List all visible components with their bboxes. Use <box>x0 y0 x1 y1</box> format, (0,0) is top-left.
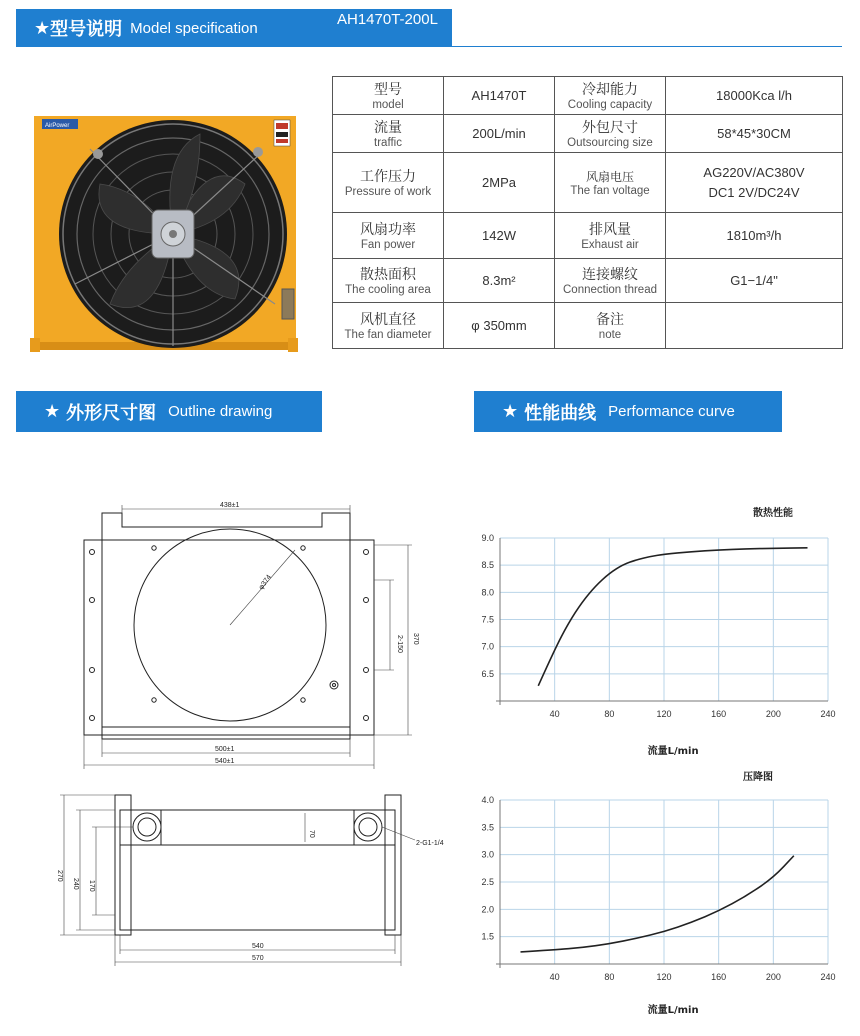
header-title-en: Outline drawing <box>168 403 273 420</box>
spec-label: 流量 traffic <box>333 115 444 153</box>
spec-label: 排风量 Exhaust air <box>555 213 666 259</box>
y-tick-label: 6.5 <box>481 668 494 679</box>
spec-label: 散热面积 The cooling area <box>333 259 444 303</box>
y-tick-label: 7.0 <box>481 641 494 652</box>
header-title-en: Model specification <box>130 19 258 37</box>
series-line <box>538 548 807 686</box>
product-photo <box>30 114 316 354</box>
dim-side-h3: 170 <box>88 880 95 892</box>
spec-table <box>332 76 843 349</box>
spec-value: 18000Kca l/h <box>666 77 843 115</box>
spec-label: 工作压力 Pressure of work <box>333 153 444 213</box>
header-title-en: Performance curve <box>608 403 735 420</box>
x-tick-label: 240 <box>820 709 836 719</box>
header-star: ★ <box>44 401 61 422</box>
spec-row <box>333 153 843 213</box>
y-tick-label: 8.5 <box>481 560 494 571</box>
y-tick-label: 1.5 <box>481 931 494 942</box>
header-title-cn: 外形尺寸图 <box>66 402 157 424</box>
spec-row <box>333 115 843 153</box>
dim-side-w2: 570 <box>252 955 264 962</box>
connection-port <box>282 289 294 319</box>
spec-value: AG220V/AC380V DC1 2V/DC24V <box>666 153 843 213</box>
spec-row <box>333 303 843 349</box>
dim-port-gap: 70 <box>308 830 315 838</box>
spec-label: 备注 note <box>555 303 666 349</box>
performance-curve-header <box>474 391 782 432</box>
spec-label: 连接螺纹 Connection thread <box>555 259 666 303</box>
x-tick-label: 200 <box>765 972 781 982</box>
dim-fan-diameter: φ374 <box>257 573 273 592</box>
spec-value: 200L/min <box>444 115 555 153</box>
brand-label: AirPower <box>45 123 70 129</box>
dim-side-h2: 240 <box>72 878 79 890</box>
x-tick-label: 40 <box>549 709 560 719</box>
header-title-cn: 性能曲线 <box>524 402 597 424</box>
dim-side-h1: 270 <box>56 870 63 882</box>
dim-bottom-2: 540±1 <box>215 758 235 765</box>
outline-drawing-header <box>16 391 322 432</box>
y-tick-label: 2.0 <box>481 904 494 915</box>
front-view-drawing <box>50 495 430 775</box>
heat-dissipation-chart <box>455 500 845 765</box>
y-tick-label: 3.0 <box>481 849 494 860</box>
header-star: ★ <box>502 401 519 422</box>
x-axis-label: 流量L/min <box>647 1005 699 1016</box>
spec-value: 1810m³/h <box>666 213 843 259</box>
chart-title: 散热性能 <box>753 508 793 519</box>
side-view-drawing <box>50 790 450 970</box>
header-divider <box>16 46 842 47</box>
spec-value: 58*45*30CM <box>666 115 843 153</box>
spec-row <box>333 213 843 259</box>
x-tick-label: 240 <box>820 972 836 982</box>
spec-row <box>333 259 843 303</box>
y-tick-label: 8.0 <box>481 587 494 598</box>
x-tick-label: 80 <box>604 972 615 982</box>
y-tick-label: 2.5 <box>481 877 494 887</box>
spec-label: 风机直径 The fan diameter <box>333 303 444 349</box>
header-title-cn: 型号说明 <box>50 19 123 40</box>
dim-bottom-1: 500±1 <box>215 746 235 753</box>
x-tick-label: 160 <box>711 709 727 719</box>
spec-row <box>333 77 843 115</box>
dim-side-w1: 540 <box>252 943 264 950</box>
y-tick-label: 7.5 <box>481 614 494 625</box>
x-tick-label: 80 <box>604 709 615 719</box>
x-tick-label: 160 <box>711 972 727 982</box>
x-tick-label: 120 <box>656 709 672 719</box>
pressure-drop-chart <box>455 768 845 1023</box>
dim-top-width: 438±1 <box>220 502 240 509</box>
dim-port-label: 2-G1-1/4 <box>416 840 444 847</box>
y-tick-label: 9.0 <box>481 533 494 543</box>
spec-label: 型号 model <box>333 77 444 115</box>
spec-value <box>666 303 843 349</box>
x-tick-label: 200 <box>765 709 781 719</box>
spec-value: 142W <box>444 213 555 259</box>
spec-value: 8.3m² <box>444 259 555 303</box>
dim-hole-spacing: 2-150 <box>396 635 403 653</box>
spec-value: 2MPa <box>444 153 555 213</box>
spec-label: 风扇电压 The fan voltage <box>555 153 666 213</box>
x-axis-label: 流量L/min <box>647 746 699 757</box>
spec-label: 外包尺寸 Outsourcing size <box>555 115 666 153</box>
y-tick-label: 3.5 <box>481 822 494 833</box>
spec-value: G1−1/4" <box>666 259 843 303</box>
header-model-number: AH1470T-200L <box>337 11 438 28</box>
dim-height: 370 <box>412 633 419 645</box>
spec-value: AH1470T <box>444 77 555 115</box>
spec-value: φ 350mm <box>444 303 555 349</box>
chart-title: 压降图 <box>743 772 773 783</box>
x-tick-label: 40 <box>549 972 560 982</box>
spec-label: 风扇功率 Fan power <box>333 213 444 259</box>
y-tick-label: 4.0 <box>481 795 494 805</box>
series-line <box>521 856 794 952</box>
spec-label: 冷却能力 Cooling capacity <box>555 77 666 115</box>
header-star: ★ <box>34 17 51 39</box>
x-tick-label: 120 <box>656 972 672 982</box>
